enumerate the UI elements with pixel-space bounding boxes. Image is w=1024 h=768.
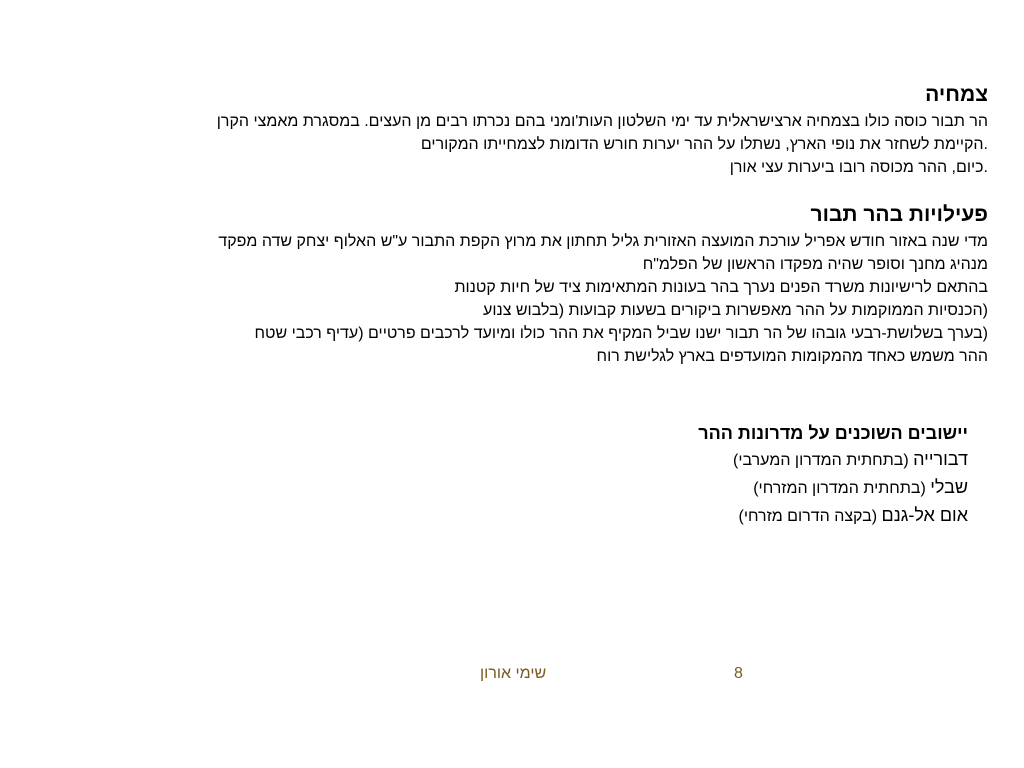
settlements-section	[368, 420, 968, 530]
vegetation-heading: צמחיה	[925, 83, 988, 106]
vegetation-section	[28, 80, 988, 179]
settlement-detail: (בתחתית המדרון המערבי)	[733, 452, 909, 469]
vegetation-line: הר תבור כוסה כולו בצמחיה ארצישראלית עד ימי השלטון העות'ומני בהם נכרתו רבים מן העצים. במסגרת מאמצי הקרן	[216, 113, 988, 130]
settlement-item	[368, 474, 968, 502]
activities-line: מדי שנה באזור חודש אפריל עורכת המועצה האזורית גליל תחתון את מרוץ הקפת התבור ע"ש האלוף יצחק שדה מפקד	[218, 233, 988, 250]
activities-line: ההר משמש כאחד מהמקומות המועדפים בארץ לגלישת רוח	[596, 348, 988, 365]
settlement-detail: (בקצה הדרום מזרחי)	[738, 508, 878, 525]
vegetation-line: .כיום, ההר מכוסה רובו ביערות עצי אורן	[729, 159, 988, 176]
settlement-name: דבורייה	[913, 449, 968, 469]
activities-line: מנהיג מחנך וסופר שהיה מפקדו הראשון של הפלמ"ח	[642, 256, 988, 273]
activities-line: (הכנסיות הממוקמות על ההר מאפשרות ביקורים בשעות קבועות (בלבוש צנוע	[483, 302, 988, 319]
activities-line: בהתאם לרישיונות משרד הפנים נערך בהר בעונות המתאימות ציד של חיות קטנות	[454, 279, 988, 296]
settlement-item	[368, 502, 968, 530]
activities-heading: פעילויות בהר תבור	[810, 203, 988, 226]
settlement-detail: (בתחתית המדרון המזרחי)	[753, 480, 926, 497]
footer-author: שימי אורון	[480, 665, 547, 682]
activities-line: (בערך בשלושת-רבעי גובהו של הר תבור ישנו שביל המקיף את ההר כולו ומיועד לרכבים פרטיים (עדיף רכבי שטח	[254, 325, 988, 342]
settlement-name: שבלי	[930, 477, 968, 497]
settlements-heading: יישובים השוכנים על מדרונות ההר	[698, 423, 968, 443]
activities-section	[28, 200, 988, 368]
settlement-name: אום אל-גנם	[881, 505, 968, 525]
vegetation-line: .הקיימת לשחזר את נופי הארץ, נשתלו על ההר יערות חורש הדומות לצמחייתו המקורים	[420, 136, 988, 153]
page-number: 8	[734, 665, 743, 682]
settlement-item	[368, 446, 968, 474]
